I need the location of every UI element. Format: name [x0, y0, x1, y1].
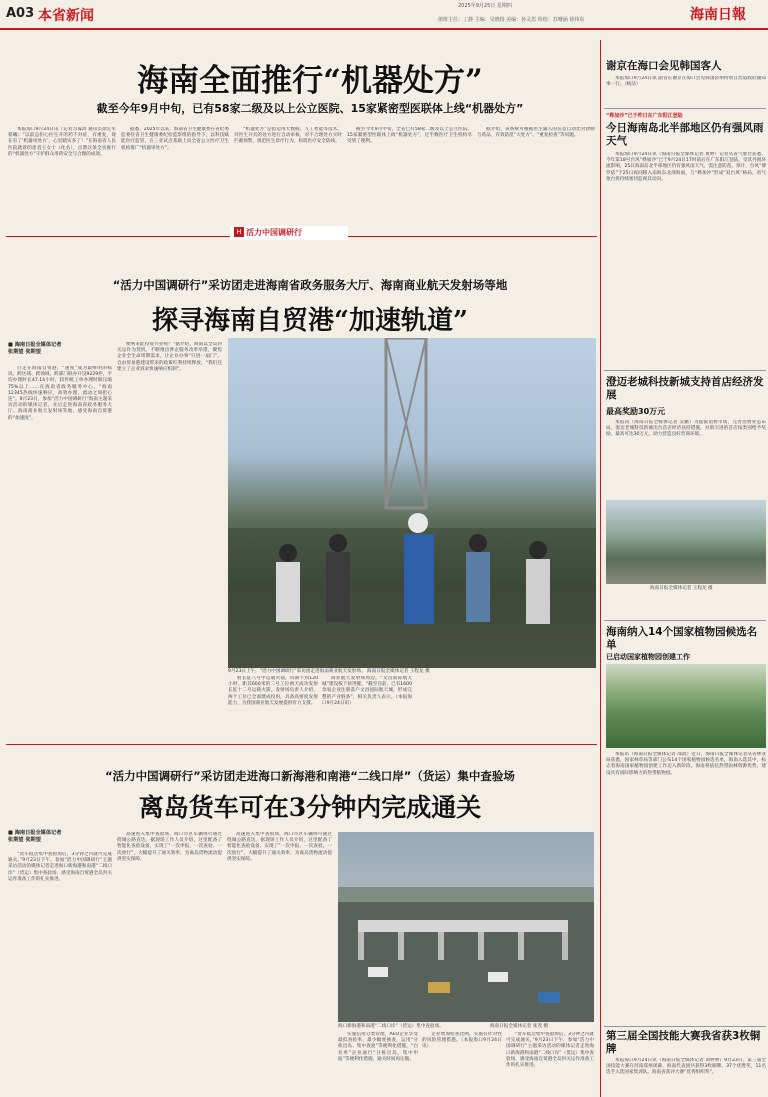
- right-story-4-body: 本报讯（海南日报全媒体记者 邵晨）近日，海南日报全媒体记者从省林业局获悉，国家林草局等部门公布14个国家植物园候选名单，海南入选其中，标志着海南国家植物园创建工作迈入新阶段。海南将依托热带雨林资源优势，建设具有国际影响力的热带植物园。: [606, 752, 766, 776]
- s2-col-2: 便利来此投资兴业呢？”据介绍，海南以全岛封关运作为契机，不断推出涉企服务改革举措，聚焦企业全生命周期需求，让企业办事“只进一扇门”。自由贸易港建设带来的政策红利持续释放，“我们还建立了企业诉求快速响应机制”。: [117, 342, 222, 372]
- lead-col-1: 本报海口9月24日讯（记者习霁鸿 通讯员徐定军 蔡曦）“以前总担心医生开的药不对症，有重复，现在有了‘机器审处方’，心里踏实多了！”在海南省人民医院就诊的患者王女士（化名），点赞这条全省推行的“机器处方”守护群众用药安全与合理的成效。: [8, 127, 116, 157]
- lead-subheadline: 截至今年9月中旬，已有58家二级及以上公立医院、15家紧密型医联体上线“机器处方”: [96, 102, 524, 115]
- right-story-1-title: 谢京在海口会见韩国客人: [606, 60, 722, 72]
- right-story-2-kicker: “桦加沙”已于昨日在广东阳江登陆: [606, 113, 683, 119]
- spaceport-visit-photo: [228, 338, 596, 668]
- date-line: 2025年9月25日 星期四: [458, 3, 512, 9]
- s2-col-3: 射长征八号甲运载火箭，同期不到120小时，距其600米的二号工位两天成功发射长征十二号运载火箭。发射场负责人介绍，两个工位已全面建成投用，具备高密度发射能力，为我国商业航天发展提供有力支撑。: [228, 676, 318, 706]
- right-story-3-title: 澄迈老城科技新城支持首店经济发展: [606, 376, 764, 401]
- s3-col-4: 企业增加检查比例，实施有针对性的风险管理措施。（本报海口9月24日讯）: [422, 1032, 502, 1050]
- s3-col-1: “货车抵达集中查验场后，3分钟之内就可完成通关。”9月23日下午，参加“活力中国调研行”主题采访活动的媒体记者走进海口新海港和南港“二线口岸”（货运）集中查验场，感受海南自贸港全岛封关运作准备工作的扎实推进。: [8, 852, 112, 882]
- right-divider: [604, 108, 766, 109]
- right-story-2-title: 今日海南岛北半部地区仍有强风雨天气: [606, 122, 764, 147]
- page-number: A03: [6, 6, 35, 21]
- right-story-3-body: 本报讯（海南日报全媒体记者 吴鹏）为提振消费市场，完善消费业态布局，澄迈老城科技新城出台首店经济扶持措施，对新引进的首店按类别给予奖励，最高可达30万元，助力营造良好营商环境。: [606, 420, 766, 438]
- lead-col-3: “机器处方”是指运用大数据、人工智能等技术，对医生开具的处方进行自动审核，对不合理处方实时拦截预警，规范医生诊疗行为，构筑医疗安全防线。: [234, 127, 342, 145]
- s2-col-4: 商业航天发射场周边，“文昌国际航天城”建设按下快进键。“截至目前，已有1600余家企业注册落户文昌国际航天城，形成完整的产业链条”，相关负责人表示。（本报海口9月24日讯）: [322, 676, 412, 706]
- newspaper-logo: 海南日報: [690, 7, 746, 23]
- s3-kicker: “活力中国调研行”采访团走进海口新海港和南港“二线口岸”（货运）集中查验场: [105, 769, 515, 783]
- s2-kicker: “活力中国调研行”采访团走进海南省政务服务大厅、海南商业航天发射场等地: [112, 278, 508, 292]
- lead-col-4: 截至今年9月中旬，全省已有58家二级及以上公立医院、15家紧密型医联体上线“机器处方”，过半数医疗卫生机构享受到了便利。: [347, 127, 472, 145]
- right-story-1-body: 本报海口9月24日讯 副省长谢京在海口会见韩国济州特别自治道政府副知事一行。（杨洁）: [606, 76, 766, 88]
- masthead: [0, 0, 768, 26]
- s3-col-2: 高速进入集中查验场，海口市区车辆则可通过绕城公路直达。据现场工作人员介绍，这里配备了智能化查验设备，实现了“一次申报、一次查验、一次放行”，大幅提升了通关效率，为离岛货物流动提供坚实保障。: [117, 832, 222, 862]
- lead-headline: 海南全面推行“机器处方”: [137, 63, 483, 99]
- right-story-4-title: 海南纳入14个国家植物园候选名单: [606, 626, 758, 651]
- s2-photo-caption: 9月23日上午，“活力中国调研行”采访团走进海南商业航天发射场。 海南日报全媒体记者 王程龙 摄: [228, 669, 430, 674]
- right-divider: [604, 1026, 766, 1027]
- right-story-2-body: 本报海口9月24日讯（海南日报全媒体记者 黄婷）记者从省气象台获悉，今年第18号台风“桦加沙”已于9月24日17时前后在广东阳江登陆，受其外围环流影响，25日海南岛北半部地区仍有强风雨天气，需注意防范。预计，台风“博罗依”于25日夜间移入南海东北部海面，与“桦加沙”形成“双台风”格局，省气象台将持续密切监视其动向。: [606, 152, 766, 182]
- section-divider: [6, 744, 597, 745]
- editors-line: 值班主任：丁静 主编：吴晓扬 美编：孙灵思 检校：苏珊涵 徐伟东: [438, 17, 585, 23]
- right-story-4-sub: 已启动国家植物园创建工作: [606, 653, 690, 661]
- s2-headline: 探寻海南自贸港“加速轨道”: [152, 306, 468, 336]
- right-rail-rule: [600, 40, 601, 1097]
- s2-col-1: 行走在海南自贸港，“速度”成为最鲜明的标识。跨区域、跨领域、跨部门联办开设9229件，平均办理时长47.14小时，较传统工单办理时限压缩75%以上……在海南省政务服务中心，“海南12345热线快速响应，高效办理，流动之间把心连”。9月23日，参加“活力中国调研行”海南主题采访活动的媒体记者，先后走进海南省政务服务大厅、海南商业航天发射场等地，感受海南自贸港的“加速度”。: [8, 366, 112, 421]
- right-story-5-title: 第三届全国技能大赛我省获3枚铜牌: [606, 1030, 761, 1055]
- s3-col-3-left: 高速进入集中查验场，海口市区车辆则可通过绕城公路直达。据现场工作人员介绍，这里配备了智能化查验设备，实现了“一次申报、一次查验、一次放行”，大幅提升了通关效率，为离岛货物流动提供坚实保障。: [227, 832, 332, 862]
- header-rule: [0, 28, 768, 30]
- column-band-label: 活力中国调研行: [246, 228, 302, 237]
- band-badge-icon: H: [234, 227, 244, 237]
- s3-col-3: 实施信用分类管理，AEO企业享受最低查验率，最少幅度抽查，运用“分拣出岛、集中查验”等便利化措施，“白名单”企业通行“分拣出岛，集中申报”等便利化措施，通关时间再压缩。: [338, 1032, 418, 1062]
- right-story-3-sub: 最高奖励30万元: [606, 407, 666, 416]
- right-divider: [604, 620, 766, 621]
- s3-headline: 离岛货车可在3分钟内完成通关: [138, 793, 482, 822]
- s3-byline: ■ 海南日报全媒体记者 张期望 张期望: [8, 830, 62, 843]
- lead-col-2: 据悉，2025年以来，海南省卫生健康委在省纪委监委驻省卫生健康委纪检监察组的指导下，以科技赋能医疗监管，在三亚试点基础上向全省公立医疗卫生机构推广“机器审处方”。: [121, 127, 229, 151]
- right-story-4-photo: [606, 664, 766, 748]
- s2-byline: ■ 海南日报全媒体记者 张期望 张期望: [8, 342, 62, 355]
- section-name: 本省新闻: [38, 8, 94, 24]
- s3-col-5: “货车抵达集中查验场后，3分钟之内就可完成通关。”9月23日下午，参加“活力中国调研行”主题采访活动的媒体记者走进海口新海港和南港“二线口岸”（货运）集中查验场，感受海南自贸港全岛封关运作准备工作的扎实推进。: [506, 1032, 594, 1069]
- right-divider: [604, 370, 766, 371]
- s3-photo-credit: 海南日报全媒体记者 张茂 摄: [490, 1024, 549, 1029]
- right-story-5-body: 本报海口9月24日讯（海南日报全媒体记者 刘婷婷）9月23日，第三届全国技能大赛在河南郑州闭幕，海南代表团共获得3枚铜牌、37个优胜奖，11名选手入选国家集训队。海南省获评大赛“优秀组织奖”。: [606, 1058, 766, 1076]
- s3-photo-caption: 海口新海港和南港“二线口岸”（货运）集中查验场。: [338, 1024, 444, 1029]
- right-photo-caption: 海南日报全媒体记者 王程龙 摄: [650, 586, 713, 591]
- right-story-3-photo: [606, 500, 766, 584]
- inspection-yard-photo: [338, 832, 594, 1022]
- lead-col-5: 据介绍，该系统可根据医生输入的信息自动比对诊断与药品，有效防范“大处方”、“重复检查”等问题。: [477, 127, 595, 139]
